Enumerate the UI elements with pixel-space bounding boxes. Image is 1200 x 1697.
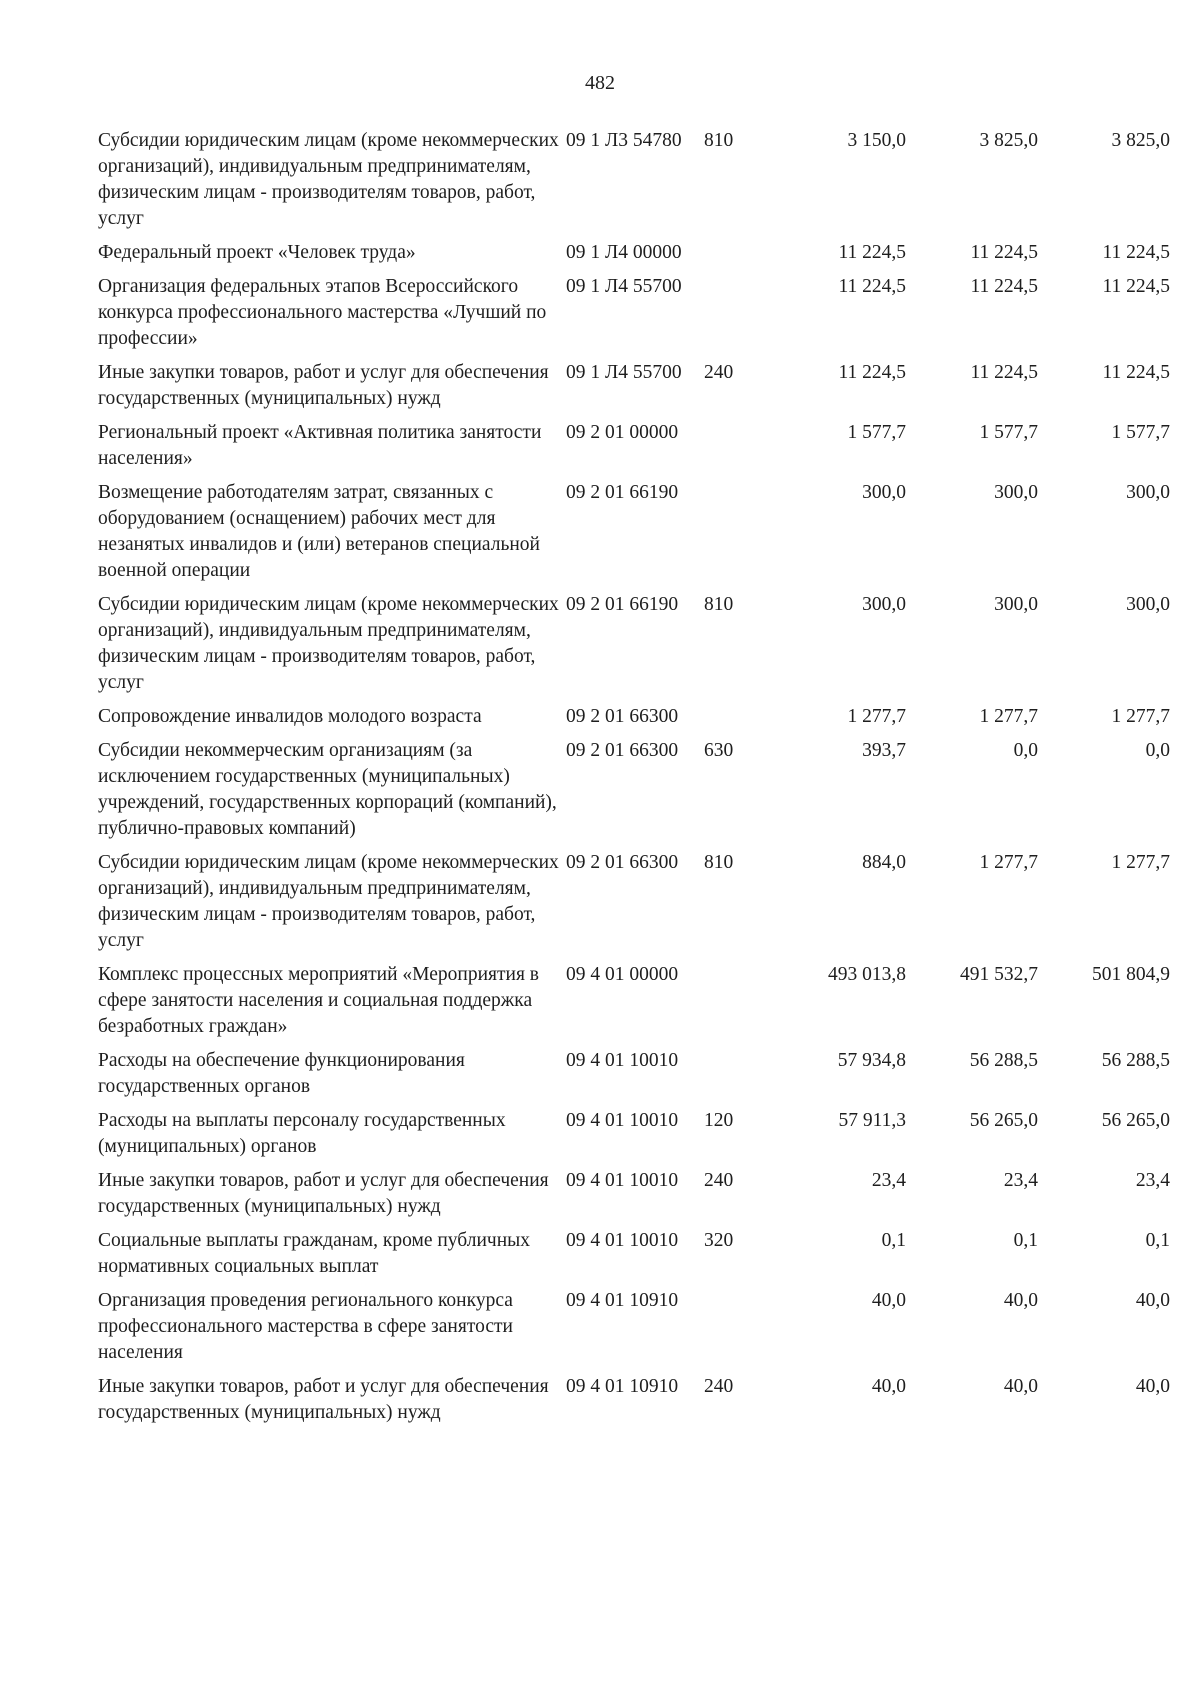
row-code: 09 1 Л4 55700 [566, 362, 682, 383]
row-value-year2: 40,0 [1003, 1290, 1038, 1311]
row-value-year3: 300,0 [1126, 482, 1170, 503]
budget-table-body [98, 128, 1170, 1434]
row-expense-type: 810 [704, 130, 734, 151]
row-value-year1: 57 934,8 [837, 1050, 906, 1071]
row-expense-type: 320 [704, 1230, 734, 1251]
row-value-year2: 11 224,5 [970, 362, 1038, 383]
row-value-year2: 1 277,7 [979, 706, 1038, 727]
row-value-year1: 11 224,5 [838, 242, 906, 263]
row-value-year1: 393,7 [862, 740, 906, 761]
row-code: 09 2 01 66190 [566, 594, 679, 615]
row-value-year3: 3 825,0 [1111, 130, 1170, 151]
row-value-year1: 300,0 [862, 594, 906, 615]
row-value-year1: 57 911,3 [838, 1110, 906, 1131]
row-name: Региональный проект «Активная политика занятости населения» [98, 422, 542, 469]
row-value-year2: 3 825,0 [979, 130, 1038, 151]
row-expense-type [704, 274, 774, 360]
row-expense-type: 630 [704, 740, 734, 761]
row-name: Субсидии юридическим лицам (кроме некоммерческих организаций), индивидуальным предпринимателям, физическим лицам - производителям товаров, работ, услуг [98, 852, 559, 951]
row-code: 09 1 Л3 54780 [566, 130, 682, 151]
row-expense-type [704, 480, 774, 592]
row-value-year3: 0,0 [1145, 740, 1170, 761]
row-value-year2: 40,0 [1003, 1376, 1038, 1397]
row-value-year3: 1 277,7 [1111, 852, 1170, 873]
row-value-year2: 1 277,7 [979, 852, 1038, 873]
row-value-year3: 501 804,9 [1092, 964, 1170, 985]
row-expense-type [704, 704, 774, 738]
row-name: Комплекс процессных мероприятий «Мероприятия в сфере занятости населения и социальная поддержка безработных граждан» [98, 964, 540, 1037]
row-code: 09 4 01 10910 [566, 1376, 679, 1397]
row-value-year1: 1 277,7 [847, 706, 906, 727]
table-row [98, 420, 1170, 480]
table-row [98, 704, 1170, 738]
row-value-year1: 3 150,0 [847, 130, 906, 151]
row-value-year3: 56 288,5 [1101, 1050, 1170, 1071]
row-value-year2: 1 577,7 [979, 422, 1038, 443]
row-code: 09 2 01 66300 [566, 740, 679, 761]
row-code: 09 4 01 00000 [566, 964, 679, 985]
row-value-year3: 23,4 [1135, 1170, 1170, 1191]
row-value-year3: 1 577,7 [1111, 422, 1170, 443]
row-name: Субсидии юридическим лицам (кроме некоммерческих организаций), индивидуальным предпринимателям, физическим лицам - производителям товаров, работ, услуг [98, 130, 559, 229]
row-expense-type [704, 240, 774, 274]
row-code: 09 4 01 10010 [566, 1110, 679, 1131]
row-name: Расходы на выплаты персоналу государственных (муниципальных) органов [98, 1110, 506, 1157]
row-name: Организация проведения регионального конкурса профессионального мастерства в сфере занятости населения [98, 1290, 513, 1363]
row-value-year2: 300,0 [994, 594, 1038, 615]
table-row [98, 360, 1170, 420]
row-expense-type [704, 420, 774, 480]
row-expense-type: 240 [704, 1170, 734, 1191]
row-value-year3: 40,0 [1135, 1290, 1170, 1311]
row-code: 09 2 01 66190 [566, 482, 679, 503]
table-row [98, 240, 1170, 274]
row-value-year3: 11 224,5 [1102, 242, 1170, 263]
table-row [98, 1374, 1170, 1434]
row-value-year3: 1 277,7 [1111, 706, 1170, 727]
row-expense-type: 810 [704, 852, 734, 873]
page-number: 482 [585, 72, 615, 94]
row-code: 09 4 01 10010 [566, 1170, 679, 1191]
row-code: 09 2 01 00000 [566, 422, 679, 443]
row-expense-type: 240 [704, 1376, 734, 1397]
table-row [98, 962, 1170, 1048]
table-row [98, 1108, 1170, 1168]
table-row [98, 850, 1170, 962]
row-value-year2: 56 288,5 [969, 1050, 1038, 1071]
row-expense-type [704, 962, 774, 1048]
row-name: Иные закупки товаров, работ и услуг для обеспечения государственных (муниципальных) нужд [98, 1376, 549, 1423]
row-code: 09 4 01 10010 [566, 1230, 679, 1251]
row-code: 09 4 01 10010 [566, 1050, 679, 1071]
row-value-year1: 493 013,8 [828, 964, 906, 985]
row-value-year2: 23,4 [1003, 1170, 1038, 1191]
row-code: 09 1 Л4 00000 [566, 242, 682, 263]
row-value-year3: 300,0 [1126, 594, 1170, 615]
row-code: 09 4 01 10910 [566, 1290, 679, 1311]
row-name: Федеральный проект «Человек труда» [98, 242, 416, 263]
row-name: Возмещение работодателям затрат, связанных с оборудованием (оснащением) рабочих мест для незанятых инвалидов и (или) ветеранов специальной военной операции [98, 482, 540, 581]
row-value-year1: 23,4 [871, 1170, 906, 1191]
row-value-year2: 11 224,5 [970, 242, 1038, 263]
row-value-year2: 11 224,5 [970, 276, 1038, 297]
row-value-year3: 0,1 [1145, 1230, 1170, 1251]
row-value-year3: 56 265,0 [1101, 1110, 1170, 1131]
row-expense-type [704, 1048, 774, 1108]
row-value-year1: 0,1 [881, 1230, 906, 1251]
table-row [98, 274, 1170, 360]
row-name: Субсидии юридическим лицам (кроме некоммерческих организаций), индивидуальным предпринимателям, физическим лицам - производителям товаров, работ, услуг [98, 594, 559, 693]
row-name: Расходы на обеспечение функционирования государственных органов [98, 1050, 465, 1097]
row-value-year1: 40,0 [871, 1290, 906, 1311]
table-row [98, 592, 1170, 704]
row-value-year1: 300,0 [862, 482, 906, 503]
row-value-year3: 11 224,5 [1102, 276, 1170, 297]
row-code: 09 1 Л4 55700 [566, 276, 682, 297]
row-name: Иные закупки товаров, работ и услуг для обеспечения государственных (муниципальных) нужд [98, 1170, 549, 1217]
table-row [98, 1228, 1170, 1288]
table-row [98, 1048, 1170, 1108]
table-row [98, 1168, 1170, 1228]
row-value-year2: 491 532,7 [960, 964, 1038, 985]
row-name: Организация федеральных этапов Всероссийского конкурса профессионального мастерства «Лучший по профессии» [98, 276, 547, 349]
row-value-year1: 11 224,5 [838, 276, 906, 297]
row-code: 09 2 01 66300 [566, 706, 679, 727]
row-expense-type: 810 [704, 594, 734, 615]
table-row [98, 738, 1170, 850]
row-value-year2: 0,0 [1013, 740, 1038, 761]
budget-table [98, 128, 1170, 1434]
row-name: Субсидии некоммерческим организациям (за исключением государственных (муниципальных) учреждений, государственных корпораций (компаний), публично-правовых компаний) [98, 740, 557, 839]
row-expense-type: 240 [704, 362, 734, 383]
row-name: Сопровождение инвалидов молодого возраста [98, 706, 482, 727]
row-value-year1: 11 224,5 [838, 362, 906, 383]
row-value-year1: 1 577,7 [847, 422, 906, 443]
row-value-year2: 300,0 [994, 482, 1038, 503]
table-row [98, 1288, 1170, 1374]
row-expense-type [704, 1288, 774, 1374]
row-value-year2: 56 265,0 [969, 1110, 1038, 1131]
row-value-year3: 40,0 [1135, 1376, 1170, 1397]
row-value-year3: 11 224,5 [1102, 362, 1170, 383]
row-name: Иные закупки товаров, работ и услуг для обеспечения государственных (муниципальных) нужд [98, 362, 549, 409]
row-expense-type: 120 [704, 1110, 734, 1131]
table-row [98, 480, 1170, 592]
row-code: 09 2 01 66300 [566, 852, 679, 873]
row-value-year1: 40,0 [871, 1376, 906, 1397]
row-value-year2: 0,1 [1013, 1230, 1038, 1251]
row-value-year1: 884,0 [862, 852, 906, 873]
row-name: Социальные выплаты гражданам, кроме публичных нормативных социальных выплат [98, 1230, 530, 1277]
table-row [98, 128, 1170, 240]
